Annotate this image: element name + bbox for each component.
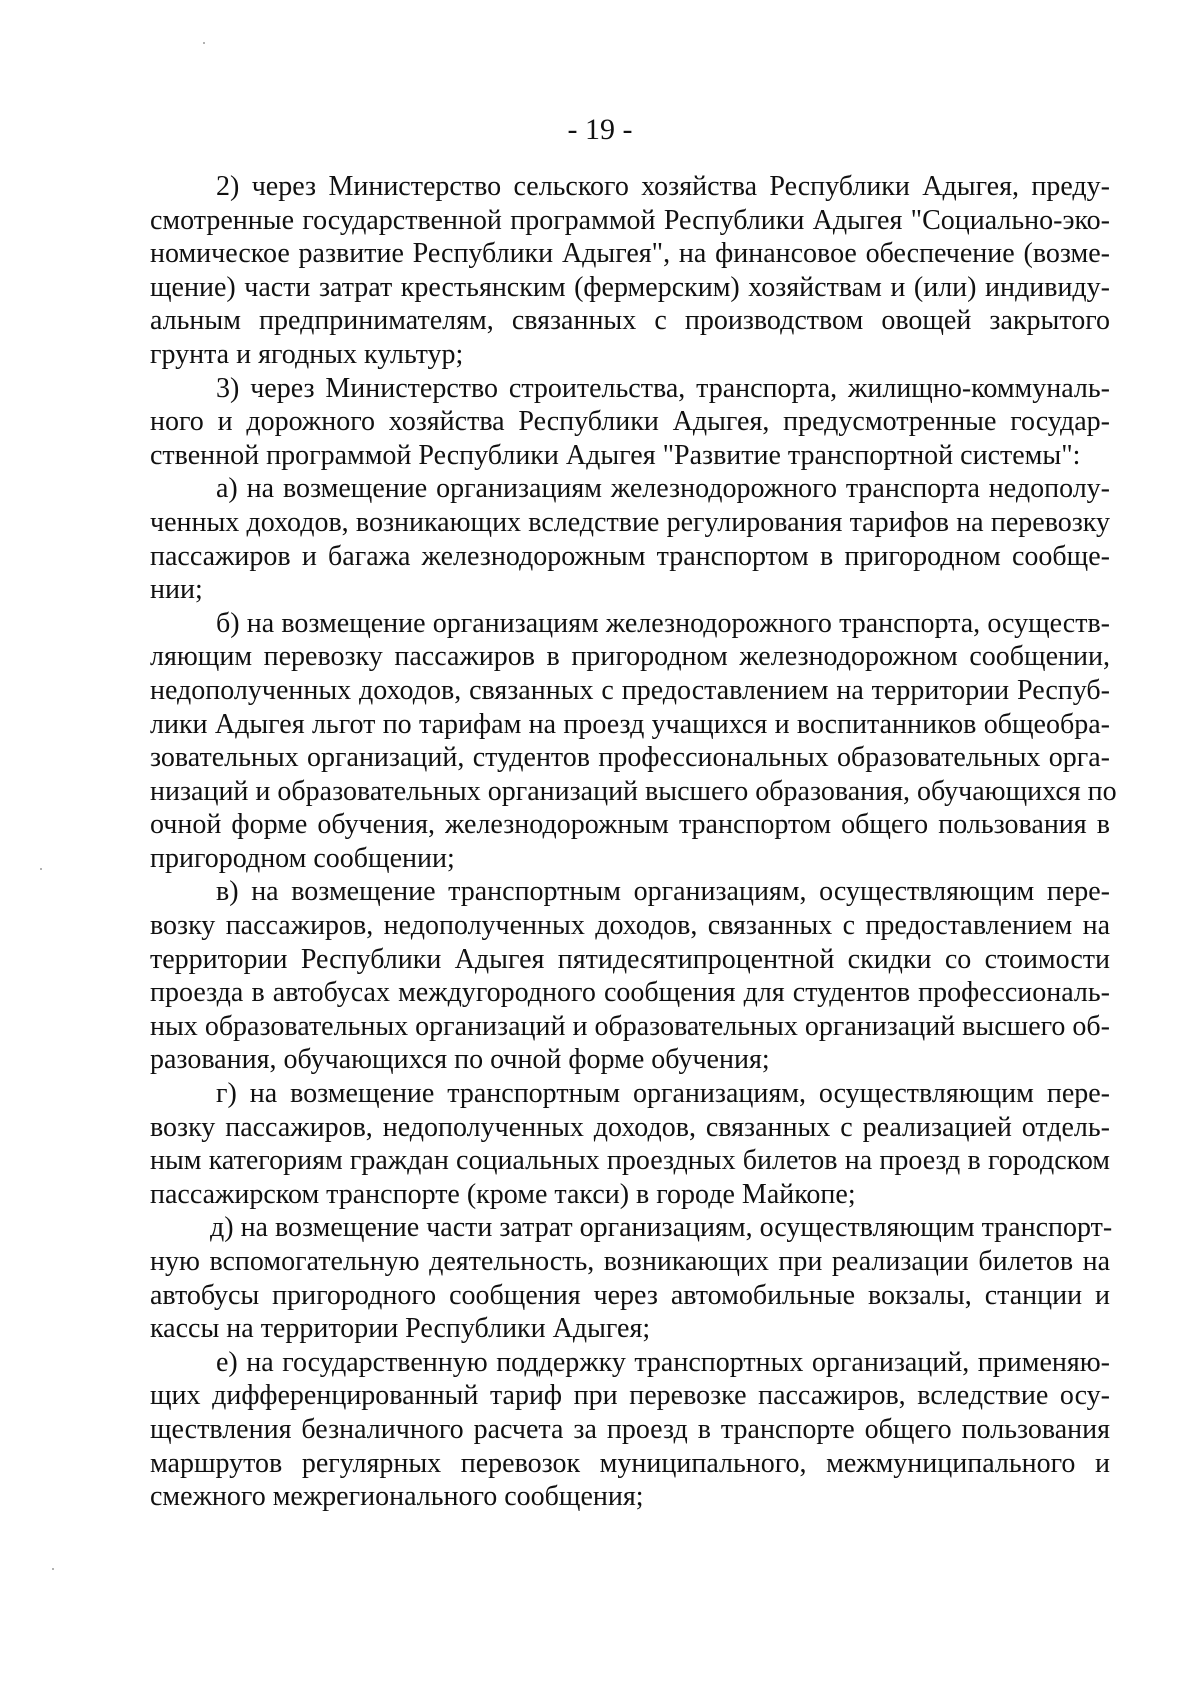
text-line: щих дифференцированный тариф при перевозке пассажиров, вследствие осу- xyxy=(150,1380,1110,1412)
text-line: пассажирском транспорте (кроме такси) в городе Майкопе; xyxy=(150,1178,856,1210)
scan-speck xyxy=(203,42,205,44)
text-line: номическое развитие Республики Адыгея", на финансовое обеспечение (возме- xyxy=(150,238,1110,270)
text-line: проезда в автобусах междугородного сообщения для студентов профессиональ- xyxy=(150,977,1110,1009)
text-line: е) на государственную поддержку транспортных организаций, применяю- xyxy=(216,1346,1110,1378)
paragraph-d xyxy=(150,1211,1113,1345)
text-line: разования, обучающихся по очной форме обучения; xyxy=(150,1044,770,1076)
text-line: ществления безналичного расчета за проезд в транспорте общего пользования xyxy=(150,1413,1110,1445)
text-line: ляющим перевозку пассажиров в пригородном железнодорожном сообщении, xyxy=(150,641,1110,673)
text-line: кассы на территории Республики Адыгея; xyxy=(150,1313,651,1345)
scan-speck xyxy=(52,1568,54,1570)
text-line: грунта и ягодных культур; xyxy=(150,338,464,370)
text-line: д) на возмещение части затрат организациям, осуществляющим транспорт- xyxy=(210,1212,1113,1244)
document-body xyxy=(150,170,1117,1514)
text-line: ственной программой Республики Адыгея "Развитие транспортной системы": xyxy=(150,439,1081,471)
paragraph-v xyxy=(150,875,1110,1077)
text-line: ных образовательных организаций и образовательных организаций высшего об- xyxy=(150,1010,1110,1042)
page-number: - 19 - xyxy=(567,113,633,146)
paragraph-b xyxy=(150,607,1117,876)
text-line: 3) через Министерство строительства, транспорта, жилищно-коммуналь- xyxy=(216,372,1110,404)
text-line: недополученных доходов, связанных с предоставлением на территории Респуб- xyxy=(150,674,1110,706)
text-line: щение) части затрат крестьянским (фермерским) хозяйствам и (или) индивиду- xyxy=(150,271,1110,303)
text-line: а) на возмещение организациям железнодорожного транспорта недополу- xyxy=(216,473,1110,505)
text-line: пригородном сообщении; xyxy=(150,842,455,874)
text-line: альным предпринимателям, связанных с производством овощей закрытого xyxy=(150,305,1110,337)
text-line: пассажиров и багажа железнодорожным транспортом в пригородном сообще- xyxy=(150,540,1110,572)
text-line: нии; xyxy=(150,574,203,606)
text-line: смотренные государственной программой Республики Адыгея "Социально-эко- xyxy=(150,204,1110,236)
text-line: ного и дорожного хозяйства Республики Адыгея, предусмотренные государ- xyxy=(150,406,1110,438)
text-line: 2) через Министерство сельского хозяйства Республики Адыгея, преду- xyxy=(216,171,1110,202)
paragraph-3 xyxy=(150,372,1110,473)
text-line: маршрутов регулярных перевозок муниципального, межмуниципального и xyxy=(150,1447,1110,1479)
text-line: г) на возмещение транспортным организациям, осуществляющим пере- xyxy=(216,1078,1110,1110)
paragraph-a xyxy=(150,472,1110,606)
text-line: б) на возмещение организациям железнодорожного транспорта, осуществ- xyxy=(216,607,1110,639)
text-line: территории Республики Адыгея пятидесятипроцентной скидки со стоимости xyxy=(150,943,1110,975)
scan-speck xyxy=(40,868,42,870)
text-line: ным категориям граждан социальных проездных билетов на проезд в городском xyxy=(150,1145,1110,1177)
paragraph-2 xyxy=(150,170,1110,372)
text-line: низаций и образовательных организаций высшего образования, обучающихся по xyxy=(150,775,1117,807)
text-line: возку пассажиров, недополученных доходов, связанных с реализацией отдель- xyxy=(150,1111,1110,1143)
text-line: ченных доходов, возникающих вследствие регулирования тарифов на перевозку xyxy=(150,506,1110,538)
text-line: в) на возмещение транспортным организациям, осуществляющим пере- xyxy=(216,876,1110,908)
text-line: зовательных организаций, студентов профессиональных образовательных орга- xyxy=(150,742,1110,774)
paragraph-e xyxy=(150,1346,1110,1514)
text-line: лики Адыгея льгот по тарифам на проезд учащихся и воспитанников общеобра- xyxy=(150,708,1110,740)
text-line: смежного межрегионального сообщения; xyxy=(150,1481,644,1513)
text-line: очной форме обучения, железнодорожным транспортом общего пользования в xyxy=(150,809,1110,841)
text-line: автобусы пригородного сообщения через автомобильные вокзалы, станции и xyxy=(150,1279,1110,1311)
paragraph-g xyxy=(150,1077,1110,1211)
text-line: возку пассажиров, недополученных доходов, связанных с предоставлением на xyxy=(150,910,1110,942)
text-line: ную вспомогательную деятельность, возникающих при реализации билетов на xyxy=(150,1246,1110,1277)
